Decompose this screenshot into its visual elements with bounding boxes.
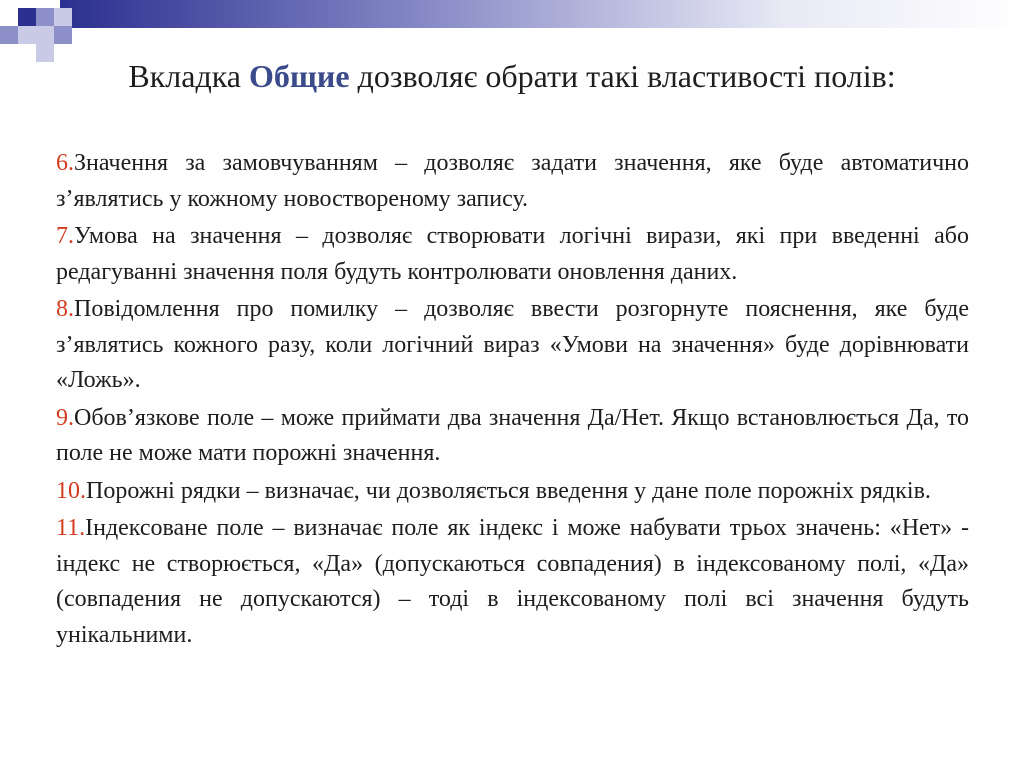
decor-square <box>54 8 72 26</box>
item-number: 9. <box>56 404 74 431</box>
decor-square <box>36 8 54 26</box>
item-text: Порожні рядки – визначає, чи дозволяється введення у дане поле порожніх рядків. <box>86 477 931 504</box>
title-prefix: Вкладка <box>128 58 249 94</box>
decor-square <box>54 26 72 44</box>
item-text: Обов’язкове поле – може приймати два значення Да/Нет. Якщо встановлюється Да, то поле не може мати порожні значення. <box>56 404 969 466</box>
title-accent: Общие <box>248 58 350 94</box>
property-list <box>56 146 969 655</box>
decor-square <box>0 26 18 44</box>
slide-title <box>40 54 984 98</box>
decor-square <box>18 26 36 44</box>
list-item <box>56 401 969 472</box>
item-text: Повідомлення про помилку – дозволяє ввести розгорнуте пояснення, яке буде з’являтись кожного разу, коли логічний вираз «Умови на значення» буде дорівнювати «Ложь». <box>56 296 969 393</box>
item-text: Індексоване поле – визначає поле як індекс і може набувати трьох значень: «Нет» - індекс не створюється, «Да» (допускаються совпадения) в індексованому полі, «Да» (совпадения не допускаются) – тоді в індексованому полі всі значення будуть унікальними. <box>56 515 969 648</box>
list-item <box>56 474 969 510</box>
title-suffix: дозволяє обрати такі властивості полів: <box>349 58 896 94</box>
item-text: Значення за замовчуванням – дозволяє задати значення, яке буде автоматично з’являтись у кожному новоствореному запису. <box>56 150 969 212</box>
item-number: 8. <box>56 296 74 322</box>
list-item <box>56 511 969 653</box>
item-number: 6. <box>56 150 74 176</box>
header-gradient-bar <box>60 0 1024 28</box>
item-number: 7. <box>56 223 74 249</box>
list-item <box>56 146 969 217</box>
decor-square <box>18 8 36 26</box>
list-item <box>56 219 969 290</box>
item-number: 11. <box>56 515 86 541</box>
item-text: Умова на значення – дозволяє створювати логічні вирази, які при введенні або редагуванні значення поля будуть контролювати оновлення даних. <box>56 223 969 285</box>
item-number: 10. <box>56 477 86 504</box>
decor-square <box>36 26 54 44</box>
list-item <box>56 292 969 399</box>
